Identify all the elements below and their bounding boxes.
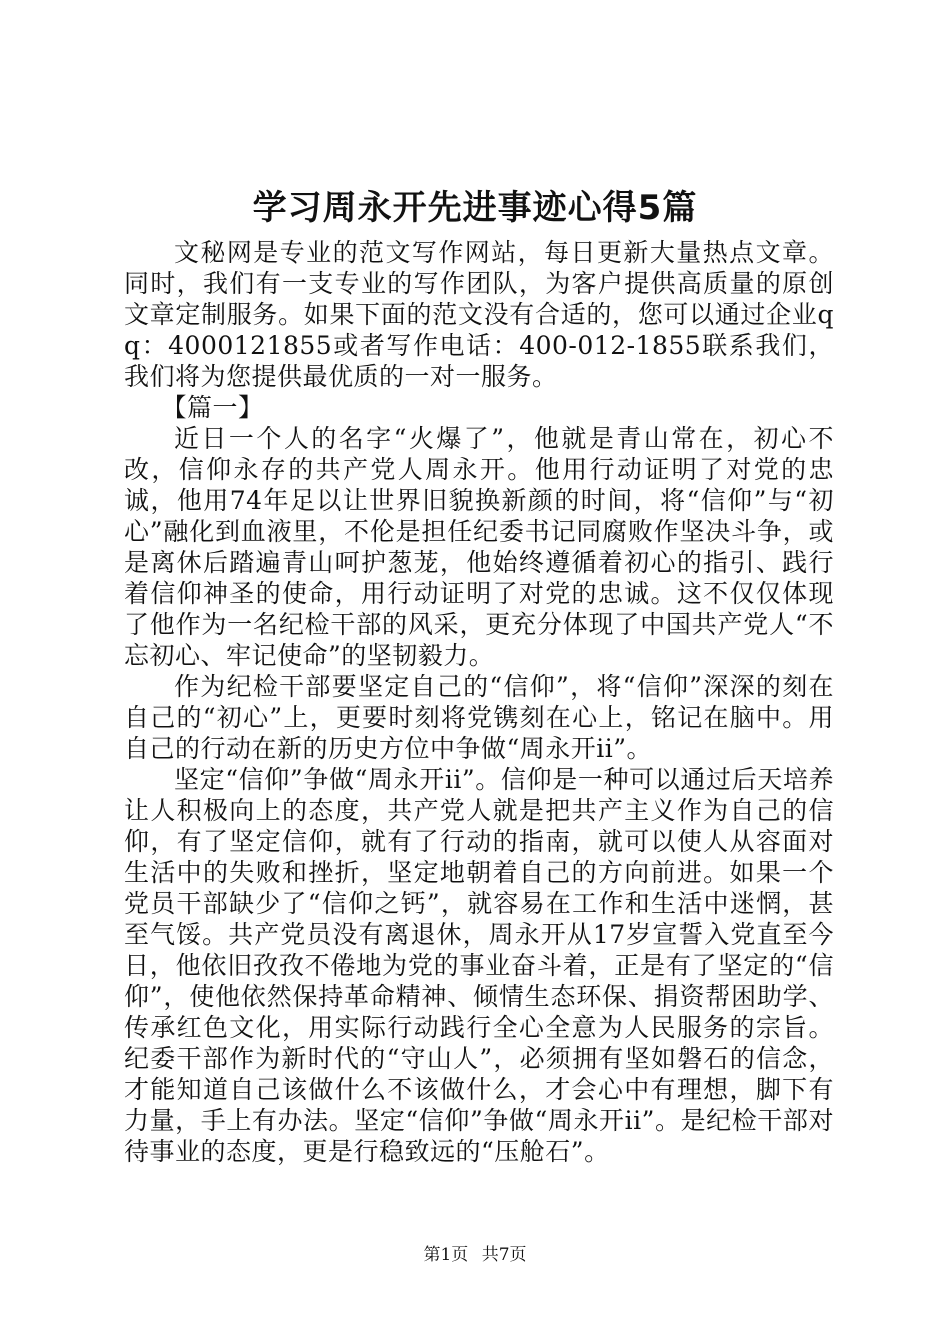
intro-paragraph: 文秘网是专业的范文写作网站，每日更新大量热点文章。同时，我们有一支专业的写作团队，为客户提供高质量的原创文章定制服务。如果下面的范文没有合适的，您可以通过企业qq：4000121855或者写作电话：400-012-1855联系我们，我们将为您提供最优质的一对一服务。 (124, 238, 834, 391)
body-paragraph: 坚定“信仰”争做“周永开ii”。信仰是一种可以通过后天培养让人积极向上的态度，共产党人就是把共产主义作为自己的信仰，有了坚定信仰，就有了行动的指南，就可以使人从容面对生活中的失败和挫折，坚定地朝着自己的方向前进。如果一个党员干部缺少了“信仰之钙”，就容易在工作和生活中迷惘，甚至气馁。共产党员没有离退休，周永开从17岁宣誓入党直至今日，他依旧孜孜不倦地为党的事业奋斗着，正是有了坚定的“信仰”，使他依然保持革命精神、倾情生态环保、捐资帮困助学、传承红色文化，用实际行动践行全心全意为人民服务的宗旨。纪委干部作为新时代的“守山人”，必须拥有坚如磐石的信念，才能知道自己该做什么不该做什么，才会心中有理想，脚下有力量，手上有办法。坚定“信仰”争做“周永开ii”。是纪检干部对待事业的态度，更是行稳致远的“压舱石”。 (124, 765, 834, 1166)
page-number-total: 共7页 (481, 1245, 527, 1265)
section-heading: 【篇一】 (161, 393, 264, 422)
document-title: 学习周永开先进事迹心得5篇 (252, 188, 698, 228)
page-number-current: 第1页 (423, 1245, 469, 1265)
body-paragraph: 近日一个人的名字“火爆了”，他就是青山常在，初心不改，信仰永存的共产党人周永开。他用行动证明了对党的忠诚，他用74年足以让世界旧貌换新颜的时间，将“信仰”与“初心”融化到血液里，不伦是担任纪委书记同腐败作坚决斗争，或是离休后踏遍青山呵护葱茏，他始终遵循着初心的指引、践行着信仰神圣的使命，用行动证明了对党的忠诚。这不仅仅体现了他作为一名纪检干部的风采，更充分体现了中国共产党人“不忘初心、牢记使命”的坚韧毅力。 (124, 424, 834, 670)
page-footer (0, 1245, 950, 1265)
body-paragraph: 作为纪检干部要坚定自己的“信仰”，将“信仰”深深的刻在自己的“初心”上，更要时刻将党镌刻在心上，铭记在脑中。用自己的行动在新的历史方位中争做“周永开ii”。 (124, 672, 834, 763)
document-body (124, 237, 834, 1167)
